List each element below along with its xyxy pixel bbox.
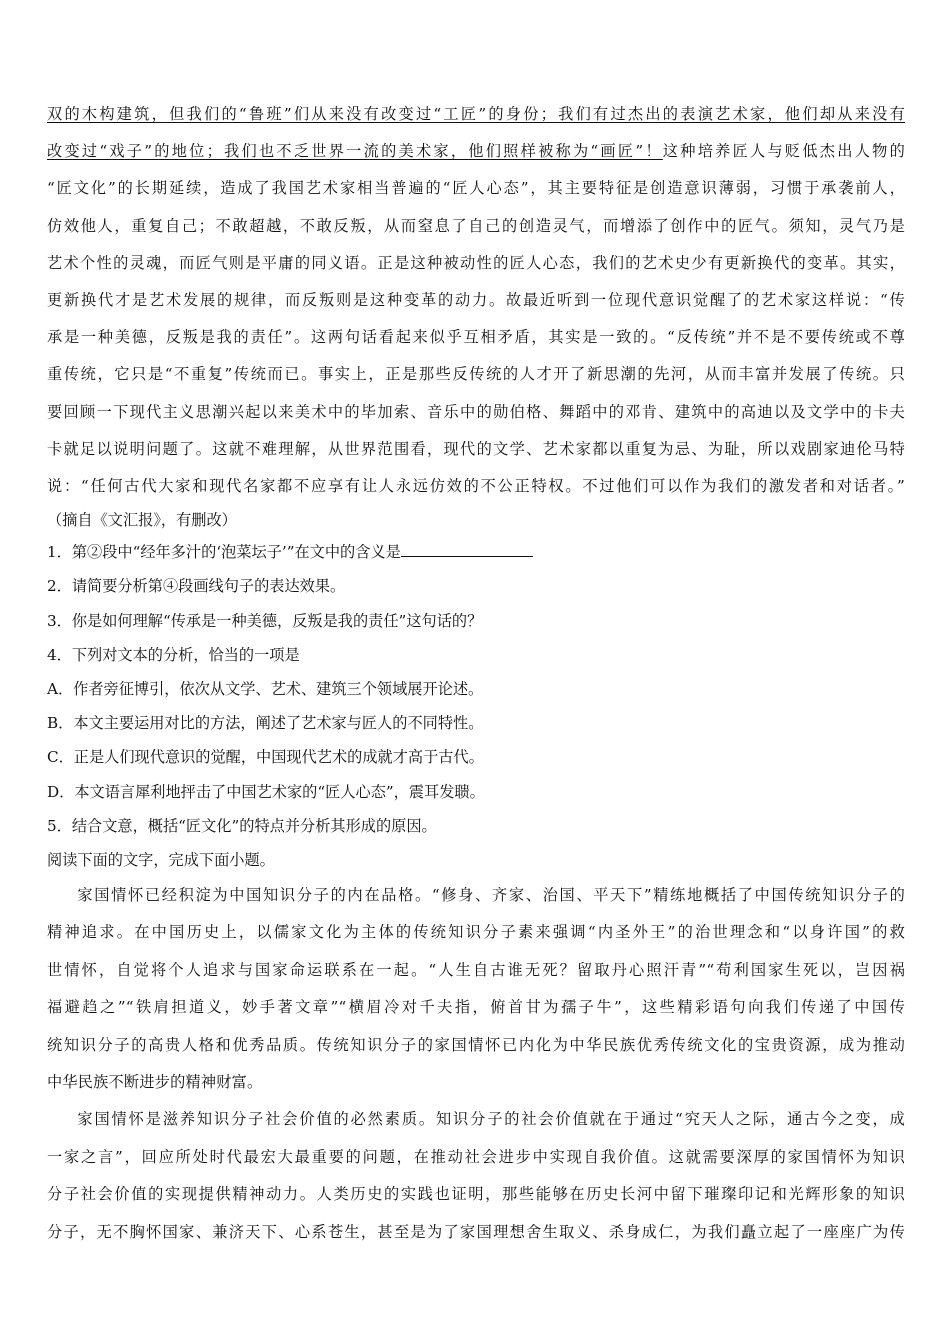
passage-line: 福避趋之”“铁肩担道义，妙手著文章”“横眉冷对千夫指，俯首甘为孺子牛”，这些精彩语句向我们传递了中国传 [47,998,905,1017]
question-4: 4．下列对文本的分析，恰当的一项是 [47,645,300,664]
passage-text: 承是一种美德，反叛是我的责任”。这两句话看起来似乎互相矛盾，其实是一致的。“反传统”并不是不要传统或不尊 [47,328,905,347]
passage-line [47,468,905,505]
passage-line: 中华民族不断进步的精神财富。 [47,1072,263,1091]
passage-line: 一家之言”，回应所处时代最宏大最重要的问题，在推动社会进步中实现自我价值。这就需要深厚的家国情怀为知识 [47,1147,905,1166]
passage-one [47,96,905,505]
passage-line: 分子社会价值的实现提供精神动力。人类历史的实践也证明，那些能够在历史长河中留下璀璨印记和光辉形象的知识 [47,1185,905,1204]
passage-line [47,170,905,207]
passage-text: 说：“任何古代大家和现代名家都不应享有让人永远仿效的不公正特权。不过他们可以作为我们的激发者和对话者。” [47,477,905,496]
answer-blank[interactable] [401,542,533,557]
paragraph-2 [47,1101,905,1251]
passage-text: 仿效他人，重复自己；不敢超越，不敢反叛，从而窒息了自己的创造灵气，而增添了创作中的匠气。须知，灵气乃是 [47,216,905,235]
question-2: 2．请简要分析第④段画线句子的表达效果。 [47,577,346,596]
passage-line [47,133,905,170]
passage-text: 这种培养匠人与贬低杰出人物的 [662,142,905,161]
passage-text: “匠文化”的长期延续，造成了我国艺术家相当普遍的“匠人心态”，其主要特征是创造意识薄弱，习惯于承袭前人， [47,179,905,198]
reading-instruction: 阅读下面的文字，完成下面小题。 [47,850,275,869]
passage-line [47,96,905,133]
passage-line [47,319,905,356]
passage-text: 艺术个性的灵魂，而匠气则是平庸的同义语。正是这种被动性的匠人心态，我们的艺术史少有更新换代的变革。其实， [47,253,905,272]
passage-line: 统知识分子的高贵人格和优秀品质。传统知识分子的家国情怀已内化为中华民族优秀传统文化的宝贵资源，成为推动 [47,1035,905,1054]
passage-line [47,431,905,468]
passage-line [47,245,905,282]
passage-line: 分子，无不胸怀国家、兼济天下、心系苍生，甚至是为了家国理想舍生取义、杀身成仁，为我们矗立起了一座座广为传 [47,1222,905,1241]
source-citation: （摘自《文汇报》，有删改） [47,511,237,530]
passage-two [47,877,905,1251]
underlined-sentence: 双的木构建筑，但我们的“鲁班”们从来没有改变过“工匠”的身份；我们有过杰出的表演艺术家，他们却从来没有 [47,105,905,123]
passage-text: 更新换代才是艺术发展的规律，而反叛则是这种变革的动力。故最近听到一位现代意识觉醒了的艺术家这样说：“传 [47,291,905,310]
question-1-text: 1．第②段中“经年多汁的‘泡菜坛子’”在文中的含义是 [47,543,401,562]
passage-line: 世情怀，自觉将个人追求与国家命运联系在一起。“人生自古谁无死？留取丹心照汗青”“苟利国家生死以，岂因祸 [47,960,905,979]
paragraph-1 [47,877,905,1101]
passage-line: 精神追求。在中国历史上，以儒家文化为主体的传统知识分子素来强调“内圣外王”的治世理念和“以身许国”的救 [47,923,905,942]
passage-text: 要回顾一下现代主义思潮兴起以来美术中的毕加索、音乐中的勋伯格、舞蹈中的邓肯、建筑中的高迪以及文学中的卡夫 [47,402,905,421]
passage-text: 卡就足以说明问题了。这就不难理解，从世界范围看，现代的文学、艺术家都以重复为忌、为耻，所以戏剧家迪伦马特 [47,439,905,458]
passage-line [47,282,905,319]
passage-line [47,208,905,245]
passage-line: 家国情怀是滋养知识分子社会价值的必然素质。知识分子的社会价值就在于通过“究天人之际，通古今之变，成 [77,1110,905,1129]
passage-text: 重传统，它只是“不重复”传统而已。事实上，正是那些反传统的人才开了新思潮的先河，从而丰富并发展了传统。只 [47,365,905,384]
option-d: D．本文语言犀利地抨击了中国艺术家的“匠人心态”，震耳发聩。 [47,782,485,801]
option-c: C．正是人们现代意识的觉醒，中国现代艺术的成就才高于古代。 [47,748,484,767]
underlined-sentence: 改变过“戏子”的地位；我们也不乏世界一流的美术家，他们照样被称为“画匠”！ [47,142,663,161]
question-5: 5．结合文意，概括“匠文化”的特点并分析其形成的原因。 [47,816,437,835]
passage-line [47,394,905,431]
passage-line: 家国情怀已经积淀为中国知识分子的内在品格。“修身、齐家、治国、平天下”精练地概括了中国传统知识分子的 [77,885,905,904]
option-a: A．作者旁征博引，依次从文学、艺术、建筑三个领域展开论述。 [47,679,484,698]
document-page [47,96,905,1251]
passage-line [47,356,905,393]
question-1 [47,535,905,569]
question-3: 3．你是如何理解“传承是一种美德，反叛是我的责任”这句话的？ [47,611,483,630]
option-b: B．本文主要运用对比的方法，阐述了艺术家与匠人的不同特性。 [47,714,484,733]
